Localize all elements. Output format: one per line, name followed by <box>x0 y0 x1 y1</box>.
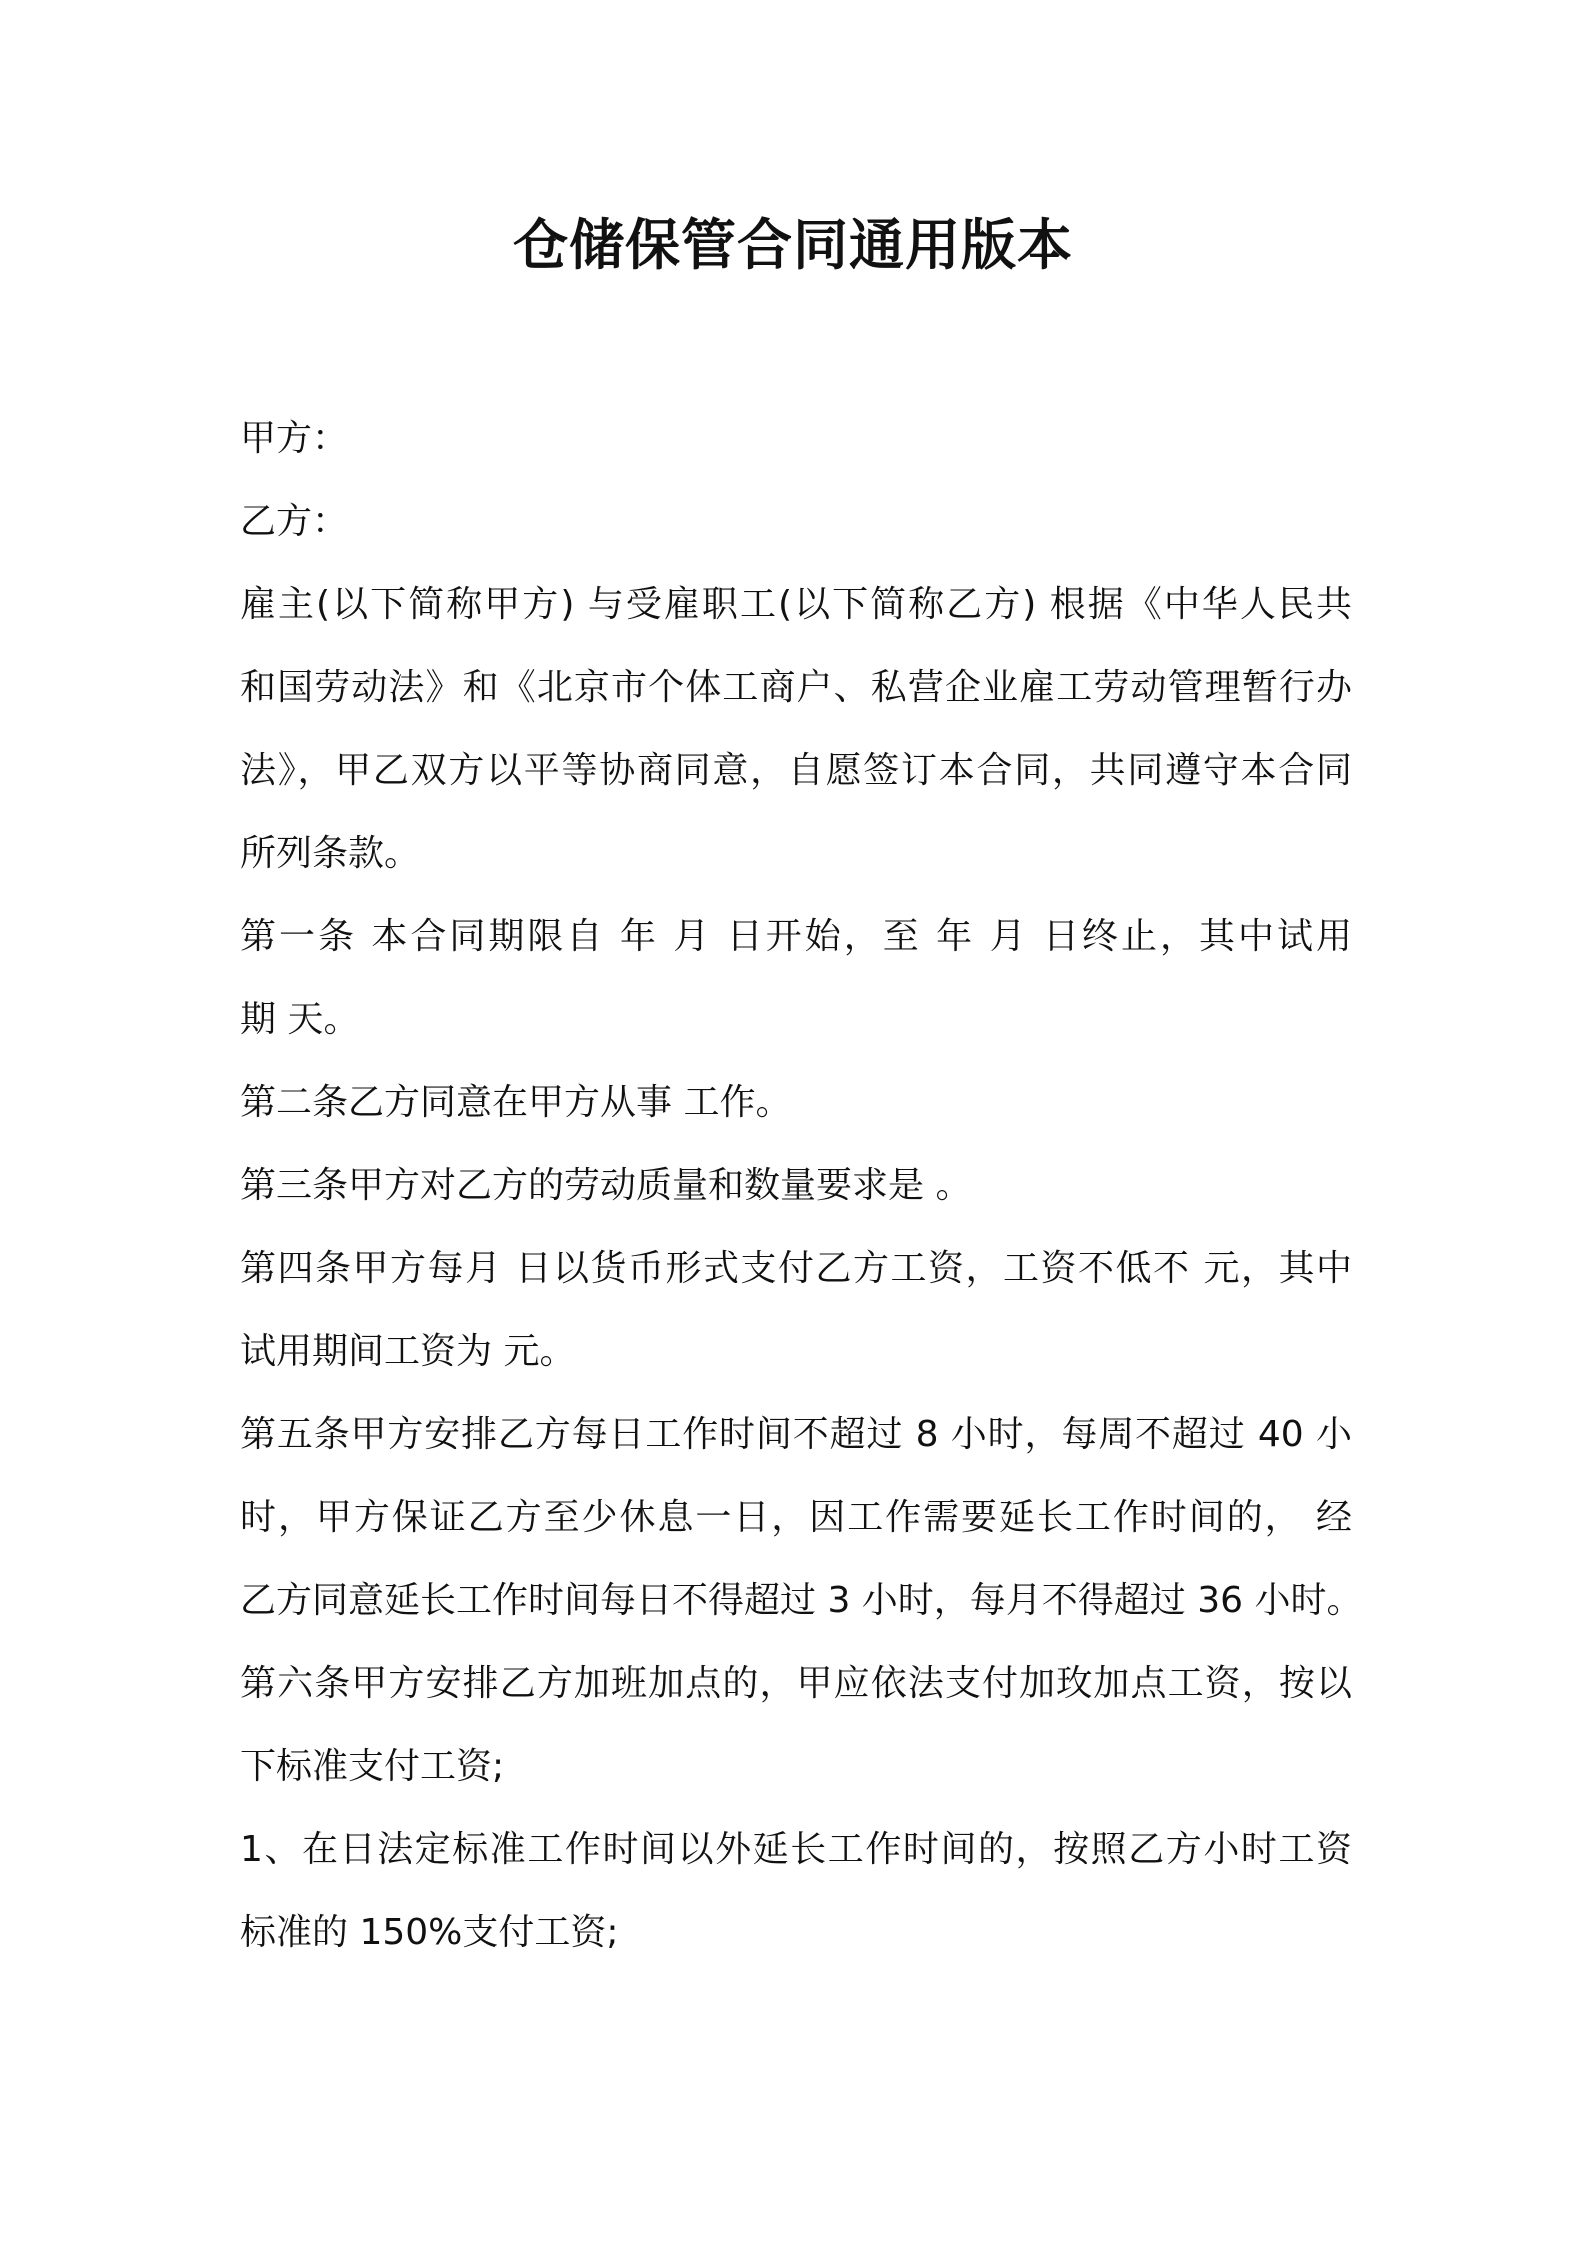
text-line: 和国劳动法》和《北京市个体工商户、私营企业雇工劳动管理暂行办 <box>240 667 1352 708</box>
text-line: 第六条甲方安排乙方加班加点的，甲应依法支付加玫加点工资，按以 <box>240 1663 1352 1704</box>
text-line: 试用期间工资为 元。 <box>240 1331 576 1372</box>
text-line: 所列条款。 <box>240 833 421 874</box>
text-line: 乙方同意延长工作时间每日不得超过 3 小时，每月不得超过 36 小时。 <box>240 1580 1363 1621</box>
document-title: 仓储保管合同通用版本 <box>512 213 1073 277</box>
text-line: 乙方： <box>240 501 349 542</box>
document-body <box>240 397 1363 1974</box>
text-line: 第一条 本合同期限自 年 月 日开始，至 年 月 日终止，其中试用 <box>240 916 1352 957</box>
text-line: 法》，甲乙双方以平等协商同意，自愿签订本合同，共同遵守本合同 <box>240 750 1352 791</box>
text-line: 第二条乙方同意在甲方从事 工作。 <box>240 1082 792 1123</box>
text-line: 标准的 150%支付工资; <box>240 1912 619 1953</box>
text-line: 时，甲方保证乙方至少休息一日，因工作需要延长工作时间的， 经 <box>240 1497 1352 1538</box>
text-line: 第三条甲方对乙方的劳动质量和数量要求是 。 <box>240 1165 972 1206</box>
text-line: 第五条甲方安排乙方每日工作时间不超过 8 小时，每周不超过 40 小 <box>240 1414 1352 1455</box>
text-line: 下标准支付工资; <box>240 1746 505 1787</box>
text-line: 甲方： <box>240 418 349 459</box>
text-line: 期 天。 <box>240 999 360 1040</box>
text-line: 1、在日法定标准工作时间以外延长工作时间的，按照乙方小时工资 <box>240 1829 1352 1870</box>
text-line: 雇主(以下简称甲方) 与受雇职工(以下简称乙方) 根据《中华人民共 <box>240 584 1352 625</box>
text-line: 第四条甲方每月 日以货币形式支付乙方工资，工资不低不 元，其中 <box>240 1248 1352 1289</box>
